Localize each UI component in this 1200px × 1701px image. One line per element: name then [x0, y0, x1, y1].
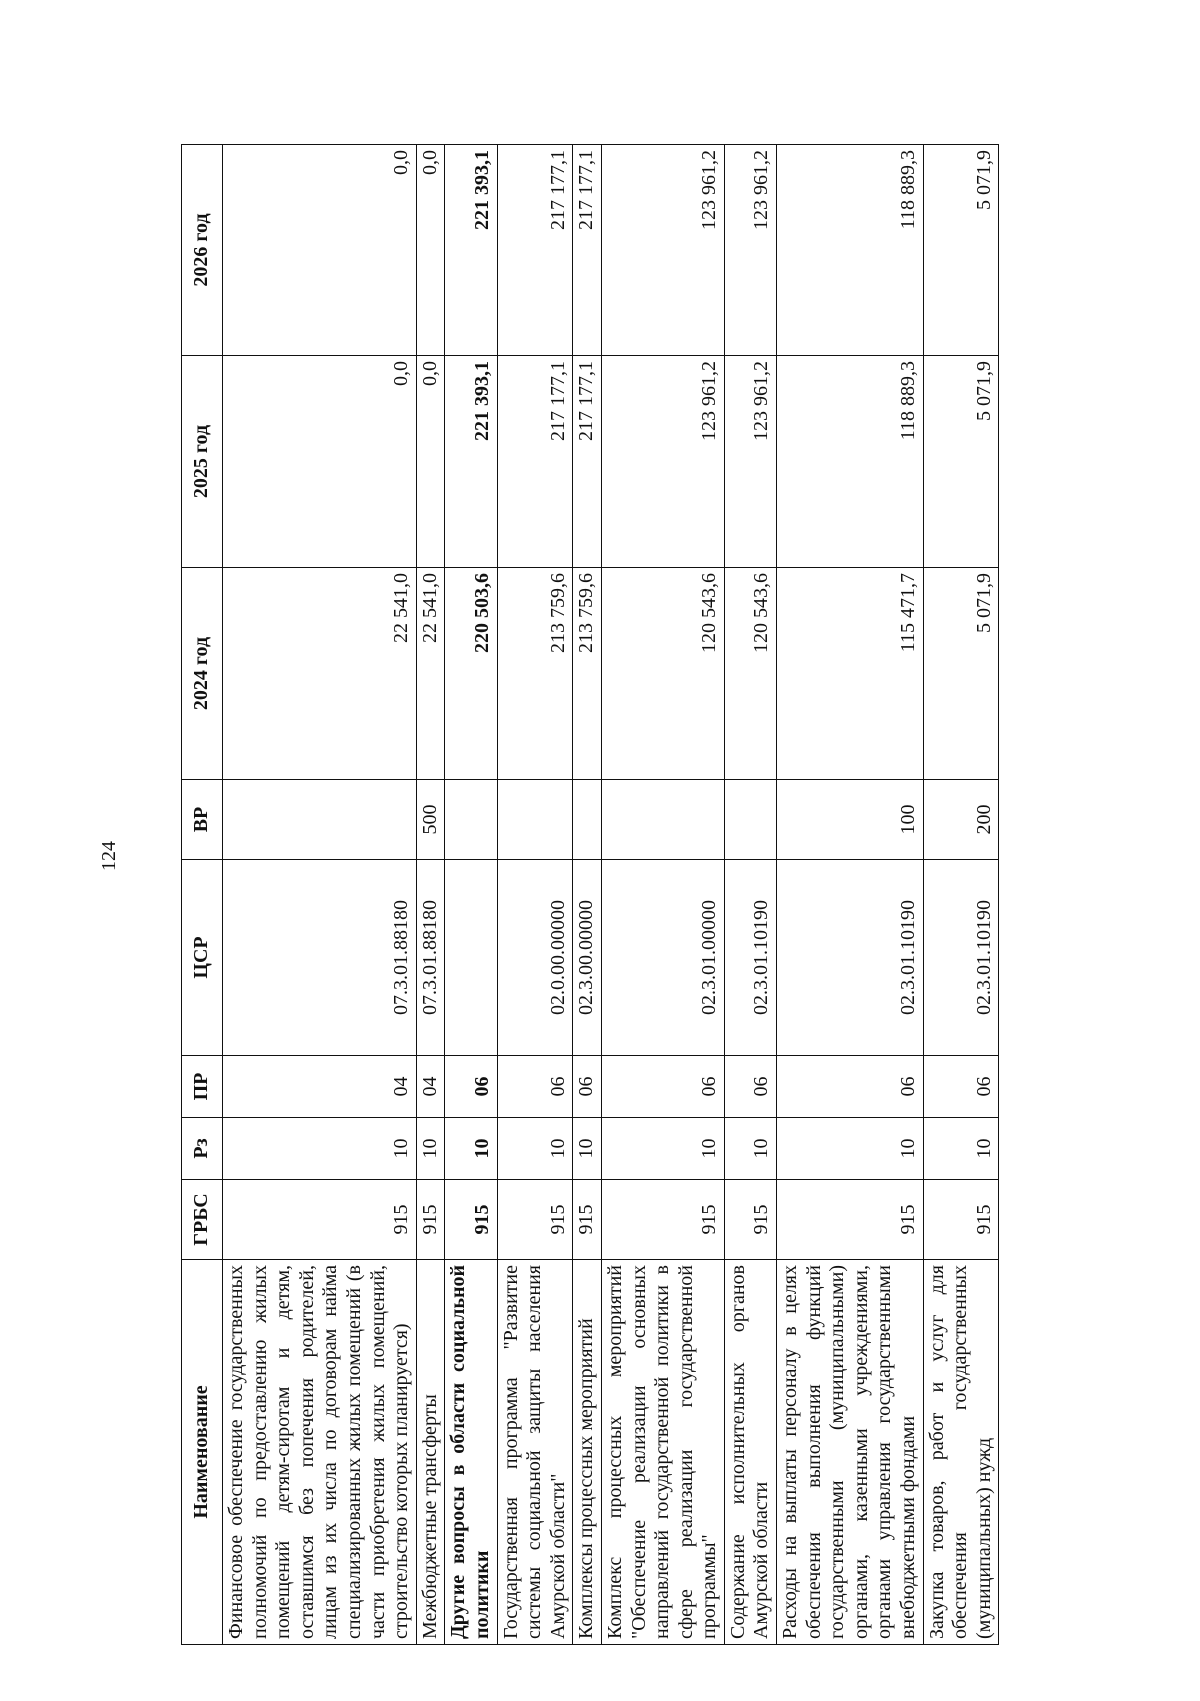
row-name: Комплексы процессных мероприятий	[573, 1260, 602, 1645]
row-rz: 10	[497, 1118, 573, 1180]
page-number: 124	[98, 841, 120, 871]
row-2025: 217 177,1	[573, 356, 602, 568]
row-grbs: 915	[923, 1180, 999, 1260]
row-grbs: 915	[724, 1180, 776, 1260]
row-csr	[445, 860, 497, 1056]
row-csr: 02.3.01.10190	[724, 860, 776, 1056]
row-pr: 06	[573, 1056, 602, 1118]
row-vr	[497, 780, 573, 860]
row-grbs: 915	[777, 1180, 924, 1260]
row-csr: 02.3.00.00000	[573, 860, 602, 1056]
row-pr: 04	[416, 1056, 445, 1118]
row-grbs: 915	[601, 1180, 724, 1260]
row-vr	[573, 780, 602, 860]
row-pr: 06	[445, 1056, 497, 1118]
row-pr: 04	[223, 1056, 417, 1118]
budget-table	[181, 144, 999, 1645]
row-name: Комплекс процессных мероприятий "Обеспечение реализации основных направлений государственной политики в сфере реализации государственной программы"	[601, 1260, 724, 1645]
row-2026: 217 177,1	[497, 145, 573, 356]
row-2025: 0,0	[223, 356, 417, 568]
row-rz: 10	[445, 1118, 497, 1180]
row-pr: 06	[923, 1056, 999, 1118]
row-grbs: 915	[445, 1180, 497, 1260]
row-pr: 06	[497, 1056, 573, 1118]
row-2025: 217 177,1	[497, 356, 573, 568]
row-csr: 02.3.01.10190	[923, 860, 999, 1056]
row-2024: 22 541,0	[223, 568, 417, 780]
row-name: Расходы на выплаты персоналу в целях обеспечения выполнения функций государственными (муниципальными) органами, казенными учреждениями, органами управления государственными внебюджетными фондами	[777, 1260, 924, 1645]
row-2025: 118 889,3	[777, 356, 924, 568]
row-2026: 123 961,2	[601, 145, 724, 356]
row-pr: 06	[724, 1056, 776, 1118]
table-row	[223, 145, 417, 1645]
header-row	[182, 145, 223, 1645]
row-vr	[223, 780, 417, 860]
row-2024: 213 759,6	[573, 568, 602, 780]
row-vr: 500	[416, 780, 445, 860]
row-2026: 221 393,1	[445, 145, 497, 356]
budget-table-container	[181, 145, 1041, 1645]
row-rz: 10	[923, 1118, 999, 1180]
row-csr: 02.0.00.00000	[497, 860, 573, 1056]
row-2024: 120 543,6	[724, 568, 776, 780]
table-row	[724, 145, 776, 1645]
row-name: Финансовое обеспечение государственных полномочий по предоставлению жилых помещений детям-сиротам и детям, оставшимся без попечения родителей, лицам из их числа по договорам найма специализированных жилых помещений (в части приобретения жилых помещений, строительство которых планируется)	[223, 1260, 417, 1645]
row-pr: 06	[777, 1056, 924, 1118]
row-2024: 213 759,6	[497, 568, 573, 780]
row-csr: 02.3.01.00000	[601, 860, 724, 1056]
table-row	[497, 145, 573, 1645]
header-name: Наименование	[182, 1260, 223, 1645]
row-csr: 07.3.01.88180	[416, 860, 445, 1056]
header-2024: 2024 год	[182, 568, 223, 780]
row-rz: 10	[573, 1118, 602, 1180]
table-row	[445, 145, 497, 1645]
table-row	[777, 145, 924, 1645]
row-csr: 02.3.01.10190	[777, 860, 924, 1056]
row-2026: 5 071,9	[923, 145, 999, 356]
table-row	[416, 145, 445, 1645]
row-vr: 200	[923, 780, 999, 860]
row-2026: 217 177,1	[573, 145, 602, 356]
row-name: Другие вопросы в области социальной политики	[445, 1260, 497, 1645]
row-grbs: 915	[573, 1180, 602, 1260]
header-pr: ПР	[182, 1056, 223, 1118]
row-2024: 115 471,7	[777, 568, 924, 780]
row-2024: 5 071,9	[923, 568, 999, 780]
row-2026: 123 961,2	[724, 145, 776, 356]
row-2026: 118 889,3	[777, 145, 924, 356]
row-grbs: 915	[223, 1180, 417, 1260]
row-2025: 0,0	[416, 356, 445, 568]
row-2026: 0,0	[223, 145, 417, 356]
row-2025: 5 071,9	[923, 356, 999, 568]
row-rz: 10	[223, 1118, 417, 1180]
header-rz: Рз	[182, 1118, 223, 1180]
row-name: Государственная программа "Развитие системы социальной защиты населения Амурской области"	[497, 1260, 573, 1645]
row-vr	[724, 780, 776, 860]
row-pr: 06	[601, 1056, 724, 1118]
row-grbs: 915	[416, 1180, 445, 1260]
table-row	[573, 145, 602, 1645]
row-rz: 10	[416, 1118, 445, 1180]
header-vr: ВР	[182, 780, 223, 860]
row-rz: 10	[724, 1118, 776, 1180]
header-csr: ЦСР	[182, 860, 223, 1056]
row-2025: 123 961,2	[724, 356, 776, 568]
row-vr	[601, 780, 724, 860]
header-2025: 2025 год	[182, 356, 223, 568]
header-2026: 2026 год	[182, 145, 223, 356]
row-csr: 07.3.01.88180	[223, 860, 417, 1056]
row-2024: 120 543,6	[601, 568, 724, 780]
row-2025: 123 961,2	[601, 356, 724, 568]
header-grbs: ГРБС	[182, 1180, 223, 1260]
row-rz: 10	[777, 1118, 924, 1180]
row-2025: 221 393,1	[445, 356, 497, 568]
row-grbs: 915	[497, 1180, 573, 1260]
table-row	[923, 145, 999, 1645]
row-2024: 220 503,6	[445, 568, 497, 780]
row-vr	[445, 780, 497, 860]
row-2026: 0,0	[416, 145, 445, 356]
row-name: Межбюджетные трансферты	[416, 1260, 445, 1645]
row-name: Содержание исполнительных органов Амурской области	[724, 1260, 776, 1645]
row-2024: 22 541,0	[416, 568, 445, 780]
table-row	[601, 145, 724, 1645]
row-name: Закупка товаров, работ и услуг для обеспечения государственных (муниципальных) нужд	[923, 1260, 999, 1645]
row-vr: 100	[777, 780, 924, 860]
row-rz: 10	[601, 1118, 724, 1180]
